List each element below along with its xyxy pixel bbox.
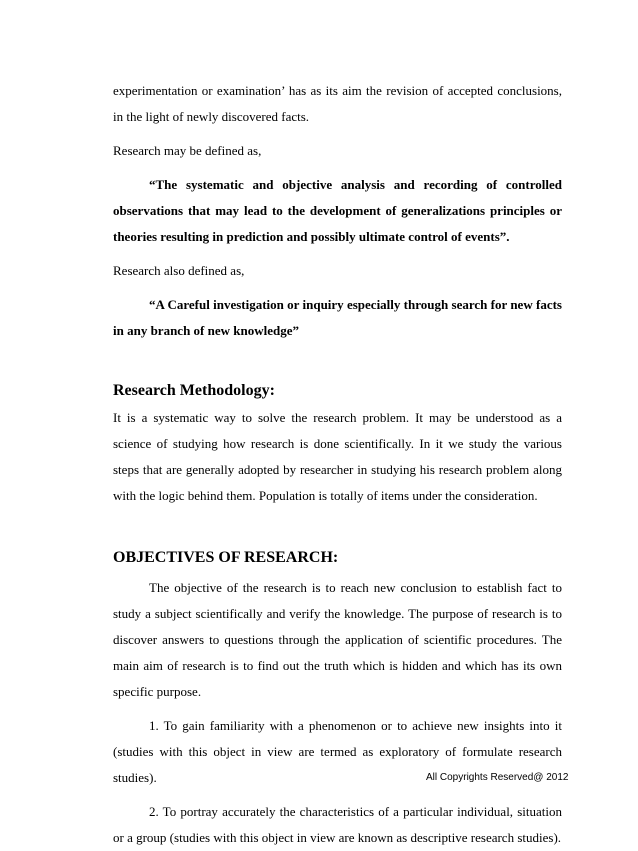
objective-item-1: 1. To gain familiarity with a phenomenon or to achieve new insights into it (studies with this object in view are termed as exploratory of formulate research studies). (113, 718, 562, 785)
objectives-heading: OBJECTIVES OF RESEARCH: (113, 549, 339, 566)
methodology-heading: Research Methodology: (113, 382, 275, 399)
objective-item-2: 2. To portray accurately the characteristics of a particular individual, situation or a group (studies with this object in view are known as descriptive research studies). (113, 804, 562, 845)
paragraph-definition-intro: Research may be defined as, (113, 143, 262, 158)
methodology-body: It is a systematic way to solve the research problem. It may be understood as a science of studying how research is done scientifically. In it we study the various steps that are generally adopted by researcher in studying his research problem along with the logic behind them. Population is totally of items under the consideration. (113, 410, 562, 503)
paragraph-continuation: experimentation or examination’ has as its aim the revision of accepted conclusions, in the light of newly discovered facts. (113, 83, 562, 124)
paragraph-definition-intro-2: Research also defined as, (113, 263, 245, 278)
definition-quote-1: “The systematic and objective analysis and recording of controlled observations that may lead to the development of generalizations principles or theories resulting in prediction and possibly ultimate control of events”. (113, 177, 562, 244)
document-page (113, 78, 562, 851)
copyright-footer: All Copyrights Reserved@ 2012 (426, 772, 569, 783)
objectives-intro: The objective of the research is to reach new conclusion to establish fact to study a subject scientifically and verify the knowledge. The purpose of research is to discover answers to questions through the application of scientific procedures. The main aim of research is to find out the truth which is hidden and which has its own specific purpose. (113, 580, 562, 699)
definition-quote-2: “A Careful investigation or inquiry especially through search for new facts in any branch of new knowledge” (113, 297, 562, 338)
